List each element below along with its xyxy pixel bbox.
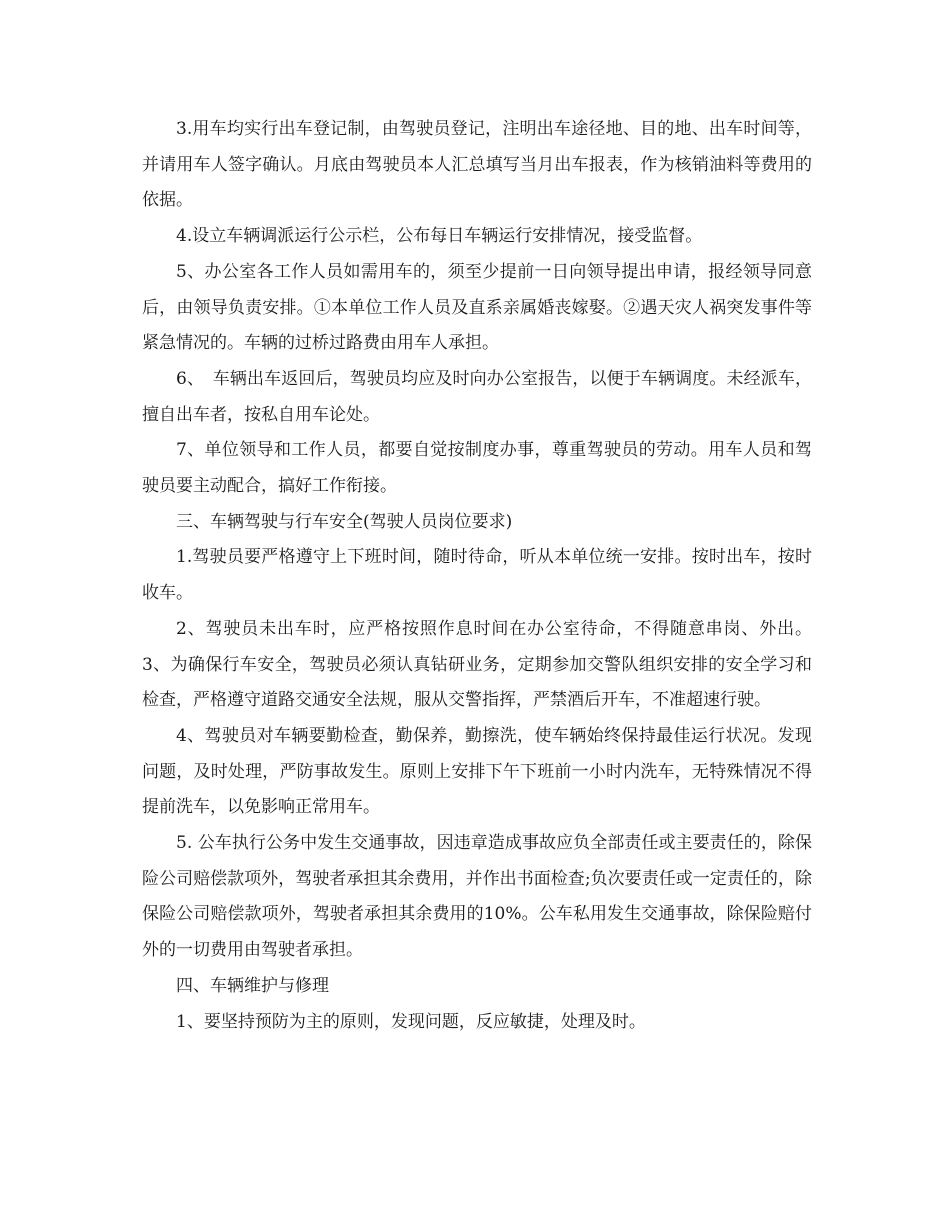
paragraph-maintenance-1: 1、要坚持预防为主的原则，发现问题，反应敏捷，处理及时。	[176, 1011, 646, 1032]
paragraph-rule-5: 5、办公室各工作人员如需用车的，须至少提前一日向领导提出申请，报经领导同意后，由领导负责安排。①本单位工作人员及直系亲属婚丧嫁娶。②遇天灾人祸突发事件等紧急情况的。车辆的过桥过路费由用车人承担。	[142, 261, 812, 354]
section-heading-driving-safety: 三、车辆驾驶与行车安全(驾驶人员岗位要求)	[176, 511, 513, 532]
paragraph-rule-6: 6、 车辆出车返回后，驾驶员均应及时向办公室报告，以便于车辆调度。未经派车，擅自出车者，按私自用车论处。	[142, 368, 812, 425]
document-body	[142, 112, 812, 1040]
section-heading-maintenance: 四、车辆维护与修理	[176, 975, 329, 996]
paragraph-driver-4: 4、驾驶员对车辆要勤检查，勤保养，勤擦洗，使车辆始终保持最佳运行状况。发现问题，及时处理，严防事故发生。原则上安排下午下班前一小时内洗车，无特殊情况不得提前洗车，以免影响正常用车。	[142, 725, 812, 818]
paragraph-rule-7: 7、单位领导和工作人员，都要自觉按制度办事，尊重驾驶员的劳动。用车人员和驾驶员要主动配合，搞好工作衔接。	[142, 440, 812, 497]
paragraph-driver-2-3: 2、驾驶员未出车时，应严格按照作息时间在办公室待命，不得随意串岗、外出。 3、为确保行车安全，驾驶员必须认真钻研业务，定期参加交警队组织安排的安全学习和检查，严格遵守道路交通安全法规，服从交警指挥，严禁酒后开车，不准超速行驶。	[142, 618, 812, 711]
paragraph-rule-3: 3.用车均实行出车登记制，由驾驶员登记，注明出车途径地、目的地、出车时间等，并请用车人签字确认。月底由驾驶员本人汇总填写当月出车报表，作为核销油料等费用的依据。	[142, 119, 812, 211]
paragraph-rule-4: 4.设立车辆调派运行公示栏，公布每日车辆运行安排情况，接受监督。	[176, 226, 703, 247]
paragraph-driver-1: 1.驾驶员要严格遵守上下班时间，随时待命，听从本单位统一安排。按时出车，按时收车。	[142, 547, 812, 604]
paragraph-driver-5: 5. 公车执行公务中发生交通事故，因违章造成事故应负全部责任或主要责任的，除保险公司赔偿款项外，驾驶者承担其余费用，并作出书面检查;负次要责任或一定责任的，除保险公司赔偿款项外，驾驶者承担其余费用的10%。公车私用发生交通事故，除保险赔付外的一切费用由驾驶者承担。	[142, 833, 812, 961]
